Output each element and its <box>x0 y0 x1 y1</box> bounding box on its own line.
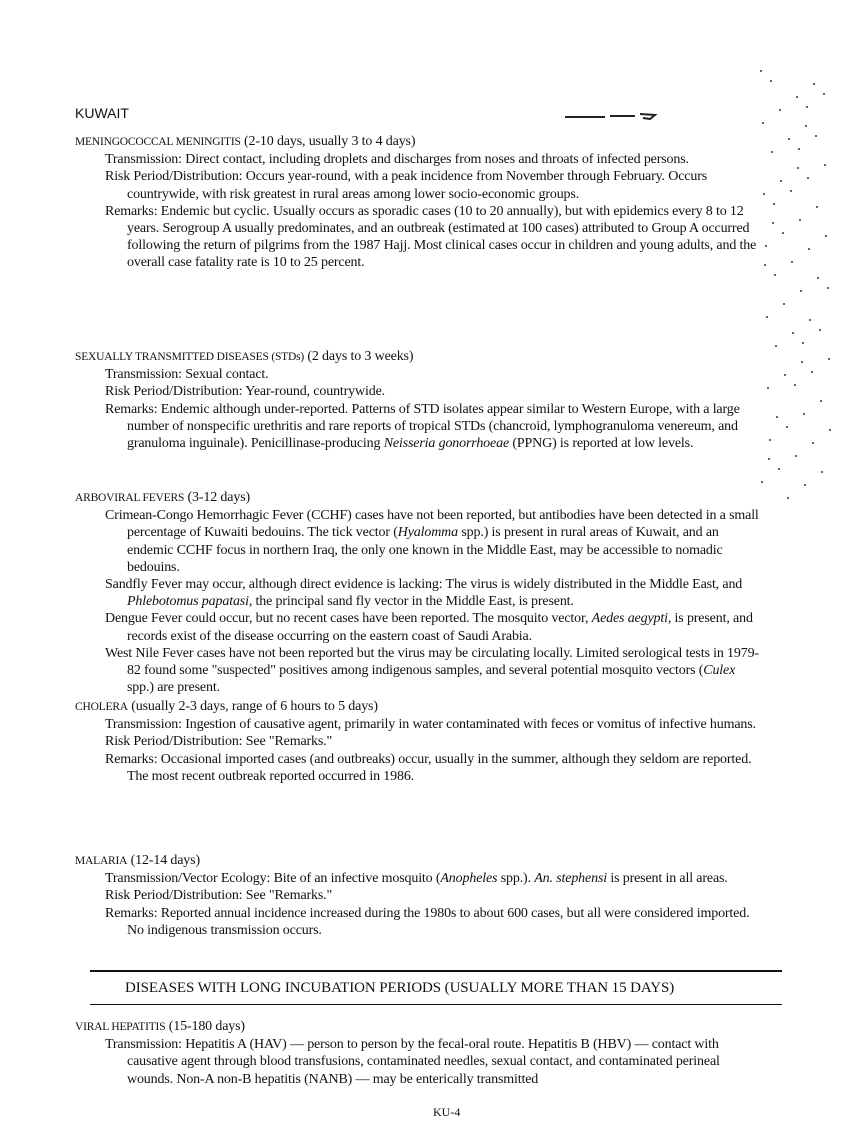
section-heading <box>75 348 775 366</box>
scan-speck <box>800 290 802 292</box>
scan-speck <box>783 303 785 305</box>
section-heading <box>75 1018 775 1036</box>
scan-speck <box>799 219 801 221</box>
entry-text: West Nile Fever cases have not been reported but the virus may be circulating locally. Limited serological tests in 1979-82 found some "suspected" positives among indigenous samples, and several potential mosquito vectors ( <box>105 645 759 679</box>
page-number: KU-4 <box>433 1105 461 1119</box>
entry-text: Transmission: Direct contact, including droplets and discharges from noses and throats of infected persons. <box>105 152 689 168</box>
species-name: Neisseria gonorrhoeae <box>383 436 510 452</box>
section-title: ARBOVIRAL FEVERS <box>75 492 185 504</box>
entry-paragraph <box>105 576 762 610</box>
entry-text: Transmission: Ingestion of causative agent, primarily in water contaminated with feces or vomitus of infective humans. <box>105 717 756 733</box>
scan-speck <box>806 106 808 108</box>
entry-text: Remarks: Endemic although under-reported. Patterns of STD isolates appear similar to Western Europe, with a large number of nonspecific urethritis and rare reports of tropical STDs (chancroid, lymphogranuloma venereum, and granuloma inguinale). Penicillinase-producing <box>105 401 740 452</box>
scan-speck <box>774 274 776 276</box>
country-header: KUWAIT <box>75 105 129 121</box>
incubation-period: (12-14 days) <box>127 853 200 868</box>
species-name: Anopheles <box>440 871 498 887</box>
scan-speck <box>769 439 771 441</box>
scan-speck <box>820 400 822 402</box>
section-std <box>75 348 775 452</box>
section-heading <box>75 133 775 151</box>
scan-speck <box>761 481 763 483</box>
section-title: VIRAL HEPATITIS <box>75 1021 166 1033</box>
scan-speck <box>791 261 793 263</box>
entry-text: Sandfly Fever may occur, although direct evidence is lacking: The virus is widely distributed in the Middle East, and <box>105 577 743 593</box>
scan-speck <box>811 371 813 373</box>
entry-text: , the principal sand fly vector in the Middle East, is present. <box>248 594 574 610</box>
section-meningococcal <box>75 133 775 272</box>
entry-paragraph <box>105 366 762 383</box>
scan-speck <box>788 138 790 140</box>
entry-text: spp.) is present in rural areas of Kuwait, and an endemic CCHF focus in northern Iraq, the only one known in the Middle East, may be accessible to nomadic bedouins. <box>127 525 723 575</box>
scan-speck <box>786 426 788 428</box>
scan-speck <box>813 83 815 85</box>
scan-speck <box>771 151 773 153</box>
scan-speck <box>787 497 789 499</box>
scan-speck <box>817 277 819 279</box>
section-heading <box>75 489 775 507</box>
scan-speck <box>766 316 768 318</box>
entry-paragraph <box>105 401 762 453</box>
entry-text: , is present, and records exist of the disease occurring on the eastern coast of Saudi Arabia. <box>127 611 753 644</box>
scan-speck <box>828 358 830 360</box>
species-name: Phlebotomus papatasi <box>127 594 249 610</box>
section-title: MENINGOCOCCAL MENINGITIS <box>75 136 241 148</box>
scan-speck <box>767 387 769 389</box>
entry-paragraph <box>105 610 762 644</box>
scan-speck <box>768 458 770 460</box>
scan-speck <box>779 109 781 111</box>
entry-paragraph <box>105 507 762 576</box>
scan-speck <box>804 484 806 486</box>
section-title: CHOLERA <box>75 701 128 713</box>
scan-speck <box>805 125 807 127</box>
entry-text: Transmission: Hepatitis A (HAV) — person to person by the fecal-oral route. Hepatitis B (HBV) — contact with causative agent through blood transfusions, contaminated needles, sexual contact, and contaminated perineal wounds. Non-A non-B hepatitis (NANB) — may be enterically transmitted <box>105 1037 720 1087</box>
entry-paragraph <box>105 168 762 202</box>
scan-speck <box>802 342 804 344</box>
scan-speck <box>770 80 772 82</box>
scan-speck <box>803 413 805 415</box>
scan-speck <box>782 232 784 234</box>
entry-text: Crimean-Congo Hemorrhagic Fever (CCHF) cases have not been reported, but antibodies have been detected in a small percentage of Kuwaiti bedouins. The tick vector ( <box>105 508 759 541</box>
entry-text: Risk Period/Distribution: See "Remarks." <box>105 888 333 904</box>
scan-speck <box>815 135 817 137</box>
scan-speck <box>763 193 765 195</box>
incubation-period: (usually 2-3 days, range of 6 hours to 5 days) <box>127 699 378 714</box>
entry-text: Risk Period/Distribution: Year-round, countrywide. <box>105 384 385 400</box>
incubation-period: (15-180 days) <box>165 1019 245 1034</box>
entry-paragraph <box>105 887 762 904</box>
scan-speck <box>798 148 800 150</box>
entry-paragraph <box>105 905 762 939</box>
entry-text: spp.) are present. <box>127 680 220 696</box>
scan-speck <box>775 345 777 347</box>
section-viral-hepatitis <box>75 1018 775 1088</box>
scan-speck <box>824 164 826 166</box>
incubation-period: (2 days to 3 weeks) <box>304 349 414 364</box>
species-name: An. stephensi <box>534 871 607 887</box>
entry-text: Risk Period/Distribution: See "Remarks." <box>105 734 333 750</box>
scan-speck <box>790 190 792 192</box>
scan-speck <box>760 70 762 72</box>
entry-text: Remarks: Endemic but cyclic. Usually occurs as sporadic cases (10 to 20 annually), but with epidemics every 8 to 12 years. Serogroup A usually predominates, and an outbreak (estimated at 100 cases) attributed to Group A occurred following the return of pilgrims from the 1987 Hajj. Most clinical cases occur in children and young adults, and the overall case fatality rate is 10 to 25 percent. <box>105 203 757 271</box>
scan-speck <box>765 245 767 247</box>
scan-speck <box>808 248 810 250</box>
scan-speck <box>809 319 811 321</box>
entry-text: is present in all areas. <box>607 871 728 887</box>
scan-speck <box>823 93 825 95</box>
entry-paragraph <box>105 203 762 272</box>
long-incubation-heading: DISEASES WITH LONG INCUBATION PERIODS (USUALLY MORE THAN 15 DAYS) <box>125 980 675 996</box>
entry-paragraph <box>105 383 762 400</box>
entry-text: Dengue Fever could occur, but no recent cases have been reported. The mosquito vector, <box>105 611 592 627</box>
section-malaria <box>75 852 775 939</box>
scan-speck <box>776 416 778 418</box>
scan-speck <box>780 180 782 182</box>
entry-paragraph <box>105 716 762 733</box>
entry-text: Remarks: Reported annual incidence increased during the 1980s to about 600 cases, but all were considered imported. No indigenous transmission occurs. <box>105 905 750 938</box>
scan-speck <box>795 455 797 457</box>
entry-text: Transmission: Sexual contact. <box>105 367 269 383</box>
scan-speck <box>797 167 799 169</box>
scan-speck <box>792 332 794 334</box>
entry-paragraph <box>105 751 762 785</box>
species-name: Hyalomma <box>397 525 458 541</box>
scan-speck <box>827 287 829 289</box>
species-name: Aedes aegypti <box>591 611 668 627</box>
scan-speck <box>773 203 775 205</box>
incubation-period: (2-10 days, usually 3 to 4 days) <box>240 134 416 149</box>
scan-speck <box>796 96 798 98</box>
entry-text: (PPNG) is reported at low levels. <box>509 436 694 452</box>
species-name: Culex <box>703 663 736 679</box>
scan-speck <box>784 374 786 376</box>
section-title: MALARIA <box>75 855 128 867</box>
entry-paragraph <box>105 645 762 697</box>
entry-paragraph <box>105 151 762 168</box>
scan-speck <box>762 122 764 124</box>
scan-speck <box>772 222 774 224</box>
scan-speck <box>829 429 831 431</box>
scan-speck <box>812 442 814 444</box>
divider-bottom <box>90 1004 782 1005</box>
scan-speck <box>816 206 818 208</box>
section-arboviral <box>75 489 775 696</box>
scan-speck <box>819 329 821 331</box>
entry-text: spp.). <box>497 871 535 887</box>
entry-text: Remarks: Occasional imported cases (and outbreaks) occur, usually in the summer, although they seldom are reported. The most recent outbreak reported occurred in 1986. <box>105 751 752 784</box>
entry-text: Transmission/Vector Ecology: Bite of an infective mosquito ( <box>105 871 441 887</box>
entry-text: Risk Period/Distribution: Occurs year-round, with a peak incidence from November through February. Occurs countrywide, with risk greatest in rural areas among lower socio-economic groups. <box>105 169 708 202</box>
section-title: SEXUALLY TRANSMITTED DISEASES (STDs) <box>75 351 304 363</box>
scan-speck <box>778 468 780 470</box>
section-heading <box>75 852 775 870</box>
entry-paragraph <box>105 870 762 887</box>
scan-speck <box>825 235 827 237</box>
scan-speck <box>764 264 766 266</box>
scan-smudge <box>565 112 660 120</box>
entry-paragraph <box>105 733 762 750</box>
section-heading <box>75 698 775 716</box>
scan-speck <box>794 384 796 386</box>
scan-speck <box>807 177 809 179</box>
divider-top <box>90 970 782 972</box>
scan-speck <box>801 361 803 363</box>
scan-speck <box>821 471 823 473</box>
incubation-period: (3-12 days) <box>184 490 251 505</box>
entry-paragraph <box>105 1036 762 1088</box>
section-cholera <box>75 698 775 785</box>
